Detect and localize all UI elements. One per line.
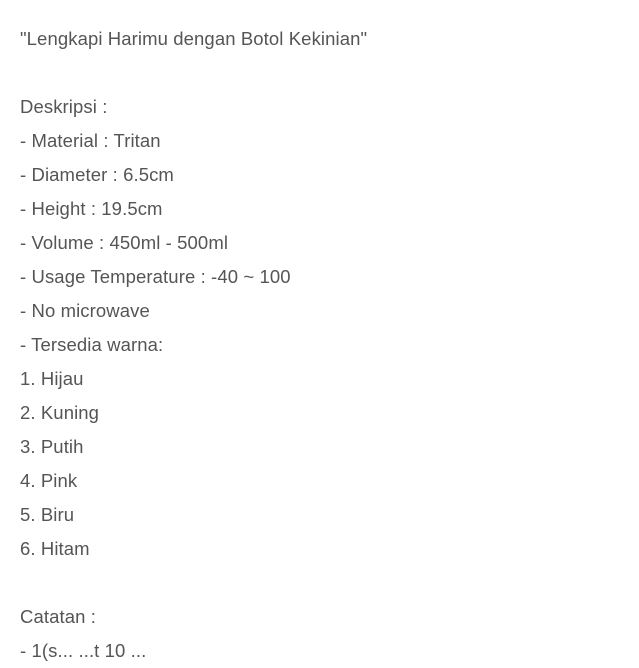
spec-volume: - Volume : 450ml - 500ml <box>20 232 229 253</box>
tagline: "Lengkapi Harimu dengan Botol Kekinian" <box>20 28 368 49</box>
spec-tersedia-warna: - Tersedia warna: <box>20 334 164 355</box>
section-title-deskripsi: Deskripsi : <box>20 96 108 117</box>
blank-line <box>20 56 619 90</box>
color-option-hijau: 1. Hijau <box>20 368 84 389</box>
color-option-biru: 5. Biru <box>20 504 75 525</box>
section-title-catatan: Catatan : <box>20 606 96 627</box>
spec-diameter: - Diameter : 6.5cm <box>20 164 174 185</box>
spec-no-microwave: - No microwave <box>20 300 150 321</box>
color-option-putih: 3. Putih <box>20 436 84 457</box>
spec-height: - Height : 19.5cm <box>20 198 163 219</box>
spec-material: - Material : Tritan <box>20 130 161 151</box>
color-option-pink: 4. Pink <box>20 470 78 491</box>
color-option-hitam: 6. Hitam <box>20 538 90 559</box>
blank-line <box>20 566 619 600</box>
spec-usage-temperature: - Usage Temperature : -40 ~ 100 <box>20 266 291 287</box>
notes-partial-line: - 1(s... ...t 10 ... <box>20 640 147 661</box>
color-option-kuning: 2. Kuning <box>20 402 100 423</box>
product-description <box>20 22 619 668</box>
